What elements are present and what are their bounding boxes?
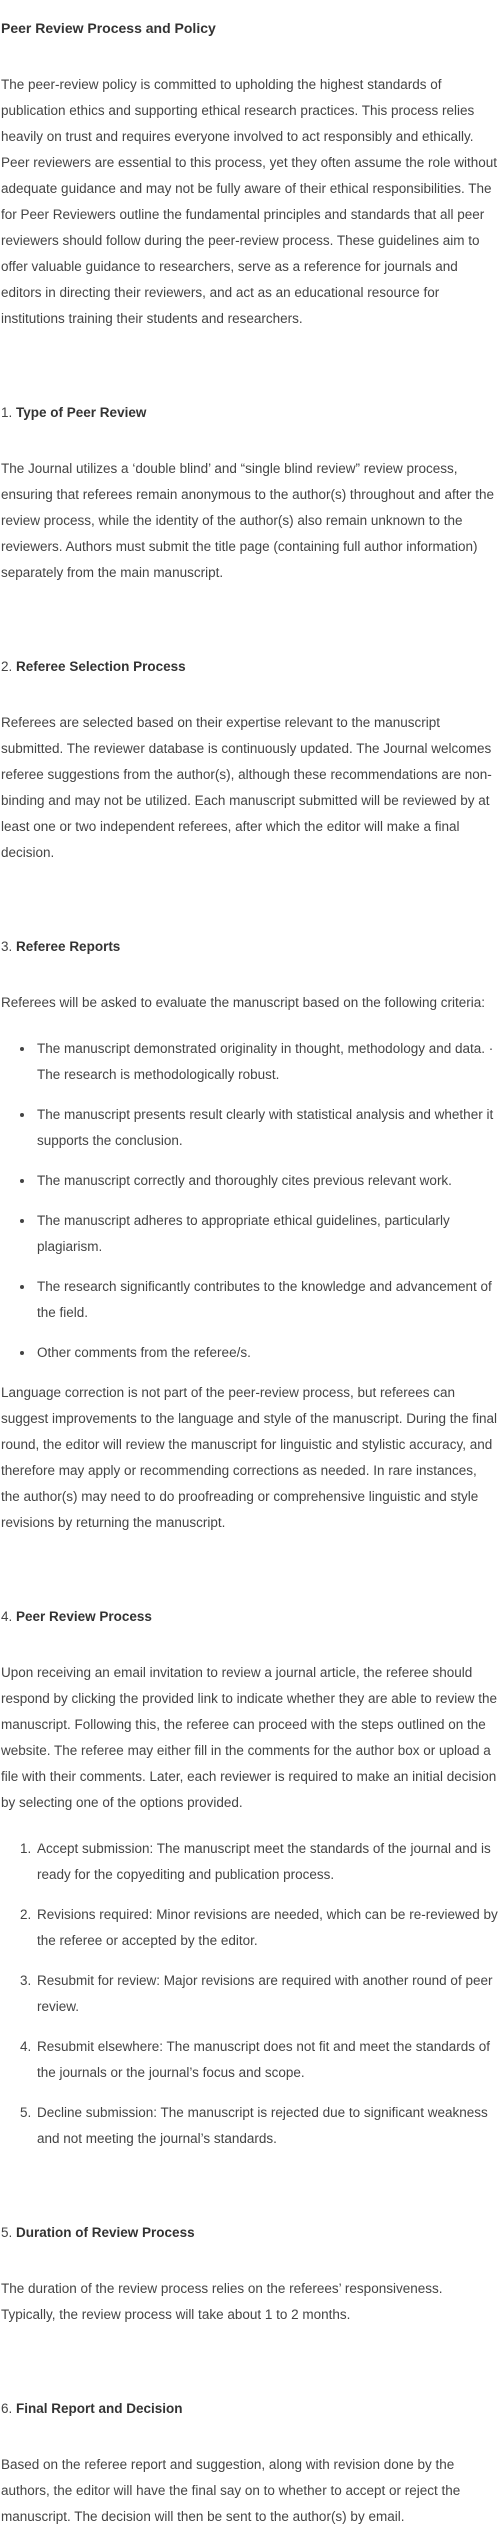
decision-options-list <box>1 1836 499 2152</box>
section-title: Type of Peer Review <box>16 405 147 420</box>
section-body-review-duration: The duration of the review process relies on the referees’ responsiveness. Typically, the review process will take about 1 to 2 months. <box>1 2281 443 2322</box>
section-number: 1. <box>1 405 13 420</box>
list-item: • The manuscript demonstrated originality in thought, methodology and data. · The research is methodologically robust. <box>35 1036 499 1088</box>
policy-page <box>0 14 499 2530</box>
section-heading-review-duration <box>1 2220 499 2246</box>
list-item: 2. Revisions required: Minor revisions are needed, which can be re-reviewed by the referee or accepted by the editor. <box>35 1902 499 1954</box>
section-body-referee-selection: Referees are selected based on their expertise relevant to the manuscript submitted. The reviewer database is continuously updated. The Journal welcomes referee suggestions from the author(s), although these recommendations are non-binding and may not be utilized. Each manuscript submitted will be reviewed by at least one or two independent referees, after which the editor will make a final decision. <box>1 715 492 860</box>
list-item: • Other comments from the referee/s. <box>35 1340 499 1366</box>
criteria-list <box>1 1036 499 1366</box>
section-title: Referee Selection Process <box>16 659 186 674</box>
section-heading-type-of-peer-review <box>1 400 499 426</box>
intro-paragraph: The peer-review policy is committed to upholding the highest standards of publication ethics and supporting ethical research practices. This process relies heavily on trust and requires everyone involved to act responsibly and ethically. Peer reviewers are essential to this process, yet they often assume the role without adequate guidance and may not be fully aware of their ethical responsibilities. The for Peer Reviewers outline the fundamental principles and standards that all peer reviewers should follow during the peer-review process. These guidelines aim to offer valuable guidance to researchers, serve as a reference for journals and editors in directing their reviewers, and act as an educational resource for institutions training their students and researchers. <box>1 77 497 326</box>
section-number: 3. <box>1 939 13 954</box>
section-title: Final Report and Decision <box>16 2401 183 2416</box>
section-body-type-of-peer-review: The Journal utilizes a ‘double blind’ and “single blind review” review process, ensuring that referees remain anonymous to the author(s) throughout and after the review process, while the identity of the author(s) also remain unknown to the reviewers. Authors must submit the title page (containing full author information) separately from the main manuscript. <box>1 461 495 580</box>
section-number: 5. <box>1 2225 13 2240</box>
page-title: Peer Review Process and Policy <box>1 20 216 36</box>
section-heading-peer-review-process <box>1 1604 499 1630</box>
list-item: 5. Decline submission: The manuscript is rejected due to significant weakness and not meeting the journal’s standards. <box>35 2100 499 2152</box>
list-item: • The manuscript correctly and thoroughly cites previous relevant work. <box>35 1168 499 1194</box>
list-item: • The manuscript presents result clearly with statistical analysis and whether it supports the conclusion. <box>35 1102 499 1154</box>
language-correction-paragraph: Language correction is not part of the peer-review process, but referees can suggest improvements to the language and style of the manuscript. During the final round, the editor will review the manuscript for linguistic and stylistic accuracy, and therefore may apply or recommending corrections as needed. In rare instances, the author(s) may need to do proofreading or comprehensive linguistic and style revisions by returning the manuscript. <box>1 1385 498 1530</box>
list-item: 3. Resubmit for review: Major revisions are required with another round of peer review. <box>35 1968 499 2020</box>
section-body-referee-reports: Referees will be asked to evaluate the manuscript based on the following criteria: <box>1 995 486 1010</box>
section-heading-final-report <box>1 2396 499 2422</box>
section-body-peer-review-process: Upon receiving an email invitation to review a journal article, the referee should respond by clicking the provided link to indicate whether they are able to review the manuscript. Following this, the referee can proceed with the steps outlined on the website. The referee may either fill in the comments for the author box or upload a file with their comments. Later, each reviewer is required to make an initial decision by selecting one of the options provided. <box>1 1665 498 1810</box>
section-number: 6. <box>1 2401 13 2416</box>
section-body-final-report: Based on the referee report and suggestion, along with revision done by the authors, the editor will have the final say on to whether to accept or reject the manuscript. The decision will then be sent to the author(s) by email. <box>1 2457 461 2524</box>
list-item: 4. Resubmit elsewhere: The manuscript does not fit and meet the standards of the journals or the journal’s focus and scope. <box>35 2034 499 2086</box>
list-item: 1. Accept submission: The manuscript meet the standards of the journal and is ready for the copyediting and publication process. <box>35 1836 499 1888</box>
section-title: Duration of Review Process <box>16 2225 195 2240</box>
section-number: 4. <box>1 1609 13 1624</box>
section-number: 2. <box>1 659 13 674</box>
section-heading-referee-reports <box>1 934 499 960</box>
list-item: • The manuscript adheres to appropriate ethical guidelines, particularly plagiarism. <box>35 1208 499 1260</box>
section-heading-referee-selection <box>1 654 499 680</box>
list-item: • The research significantly contributes to the knowledge and advancement of the field. <box>35 1274 499 1326</box>
section-title: Referee Reports <box>16 939 121 954</box>
section-title: Peer Review Process <box>16 1609 152 1624</box>
